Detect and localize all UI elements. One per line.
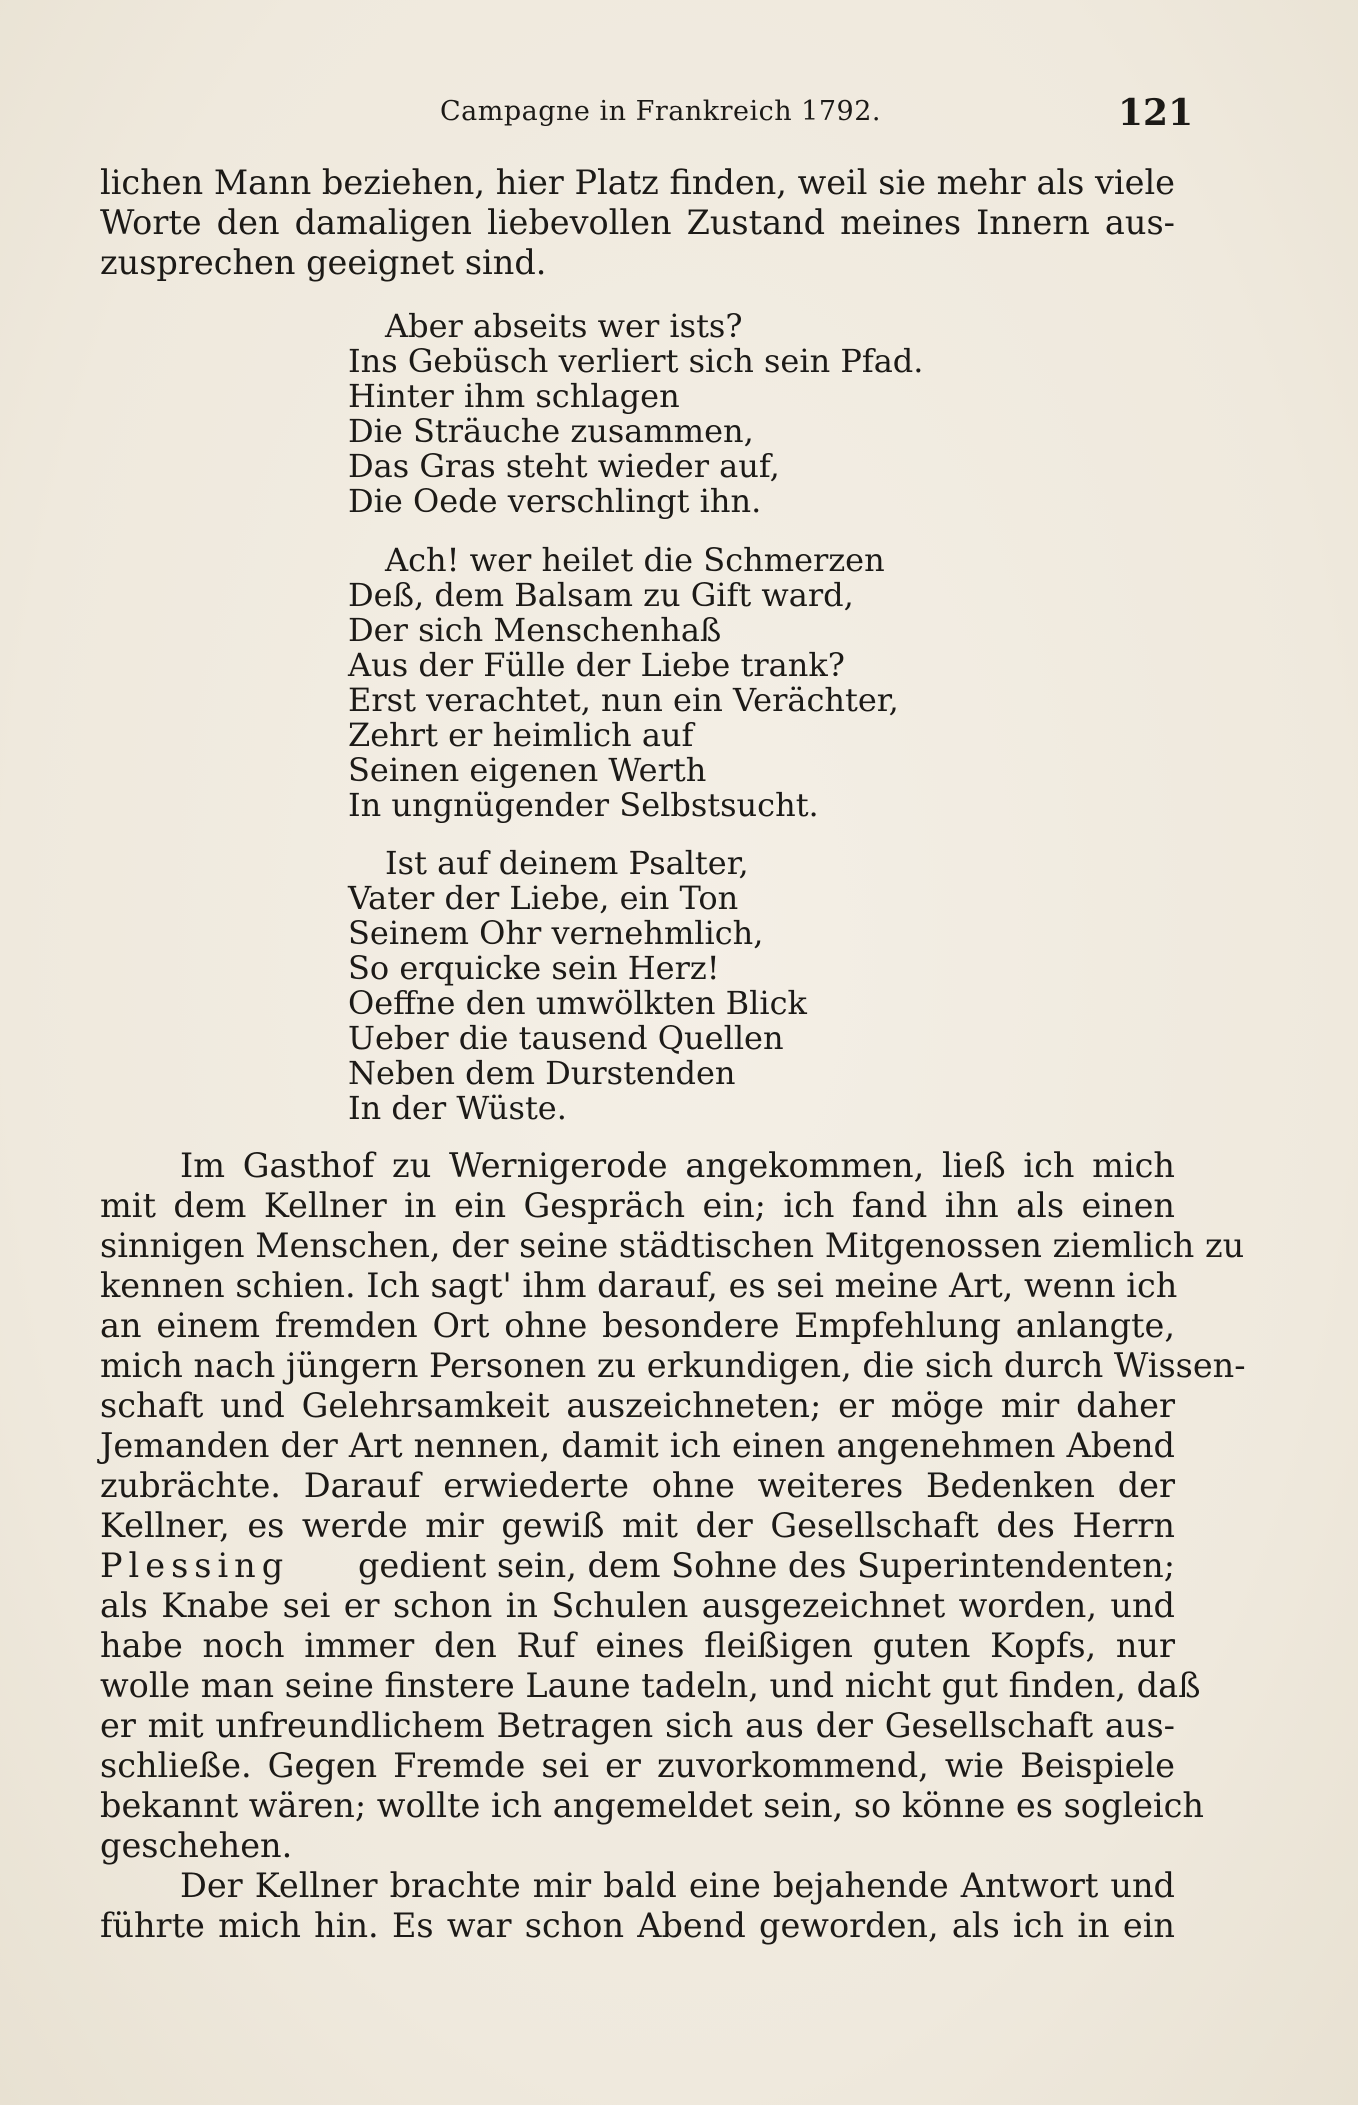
text-line: bekannt wären; wollte ich angemeldet sein, so könne es sogleich <box>100 1786 1204 1825</box>
page-number: 121 <box>1118 92 1194 134</box>
text-line: sinnigen Menschen, der seine städtischen Mitgenossen ziemlich zu <box>100 1226 1245 1265</box>
text-line: schließe. Gegen Fremde sei er zuvorkommend, wie Beispiele <box>100 1746 1175 1785</box>
text-line: wolle man seine finstere Laune tadeln, und nicht gut finden, daß <box>100 1666 1201 1705</box>
name-plessing: Plessing <box>100 1546 290 1585</box>
text-line: habe noch immer den Ruf eines fleißigen guten Kopfs, nur <box>100 1626 1175 1665</box>
verse-line: Erst verachtet, nun ein Verächter, <box>348 681 899 719</box>
text-line: zubrächte. Darauf erwiederte ohne weiteres Bedenken der <box>100 1466 1175 1505</box>
text-line: mich nach jüngern Personen zu erkundigen, die sich durch Wissen- <box>100 1346 1246 1385</box>
text-line: Jemanden der Art nennen, damit ich einen angenehmen Abend <box>100 1426 1175 1465</box>
verse-line: Ist auf deinem Psalter, <box>385 844 749 882</box>
verse-line: Ueber die tausend Quellen <box>348 1019 784 1057</box>
text-line: an einem fremden Ort ohne besondere Empfehlung anlangte, <box>100 1306 1175 1345</box>
text-line: Kellner, es werde mir gewiß mit der Gesellschaft des Herrn <box>100 1506 1175 1545</box>
text-line: lichen Mann beziehen, hier Platz finden, weil sie mehr als viele <box>100 163 1175 202</box>
verse-line: Das Gras steht wieder auf, <box>348 447 780 485</box>
verse-line: Die Sträuche zusammen, <box>348 412 754 450</box>
verse-line: Die Oede verschlingt ihn. <box>348 482 762 520</box>
verse-line: Vater der Liebe, ein Ton <box>348 879 739 917</box>
verse-line: Oeffne den umwölkten Blick <box>348 984 807 1022</box>
text-line: führte mich hin. Es war schon Abend geworden, als ich in ein <box>100 1906 1175 1945</box>
verse-line: Ach! wer heilet die Schmerzen <box>385 541 885 579</box>
verse-line: Deß, dem Balsam zu Gift ward, <box>348 576 854 614</box>
text-line: er mit unfreundlichem Betragen sich aus der Gesellschaft aus- <box>100 1706 1175 1745</box>
text-line: kennen schien. Ich sagt' ihm darauf, es sei meine Art, wenn ich <box>100 1266 1178 1305</box>
verse-line: Neben dem Durstenden <box>348 1054 736 1092</box>
verse-line: In der Wüste. <box>348 1089 567 1127</box>
text-line: als Knabe sei er schon in Schulen ausgezeichnet worden, und <box>100 1586 1175 1625</box>
verse-line: In ungnügender Selbstsucht. <box>348 786 819 824</box>
verse-line: Seinen eigenen Werth <box>348 751 707 789</box>
text-line: Im Gasthof zu Wernigerode angekommen, ließ ich mich <box>180 1146 1175 1185</box>
running-head <box>0 92 1358 132</box>
text-line: Der Kellner brachte mir bald eine bejahende Antwort und <box>180 1866 1175 1905</box>
running-title: Campagne in Frankreich 1792. <box>440 96 881 127</box>
verse-line: Zehrt er heimlich auf <box>348 716 694 754</box>
verse-line: Seinem Ohr vernehmlich, <box>348 914 764 952</box>
verse-line: Ins Gebüsch verliert sich sein Pfad. <box>348 342 924 380</box>
text-line: geschehen. <box>100 1826 293 1865</box>
verse-line: So erquicke sein Herz! <box>348 949 720 987</box>
verse-line: Aus der Fülle der Liebe trank? <box>348 646 845 684</box>
verse-line: Der sich Menschenhaß <box>348 611 722 649</box>
text-line: schaft und Gelehrsamkeit auszeichneten; er möge mir daher <box>100 1386 1175 1425</box>
text-line <box>100 1546 1175 1586</box>
text-line-remainder: gedient sein, dem Sohne des Superintendenten; <box>357 1546 1175 1585</box>
text-line: zusprechen geeignet sind. <box>100 243 547 282</box>
verse-line: Hinter ihm schlagen <box>348 377 680 415</box>
verse-line: Aber abseits wer ists? <box>385 307 743 345</box>
text-line: Worte den damaligen liebevollen Zustand meines Innern aus- <box>100 203 1175 242</box>
text-line: mit dem Kellner in ein Gespräch ein; ich fand ihn als einen <box>100 1186 1175 1225</box>
